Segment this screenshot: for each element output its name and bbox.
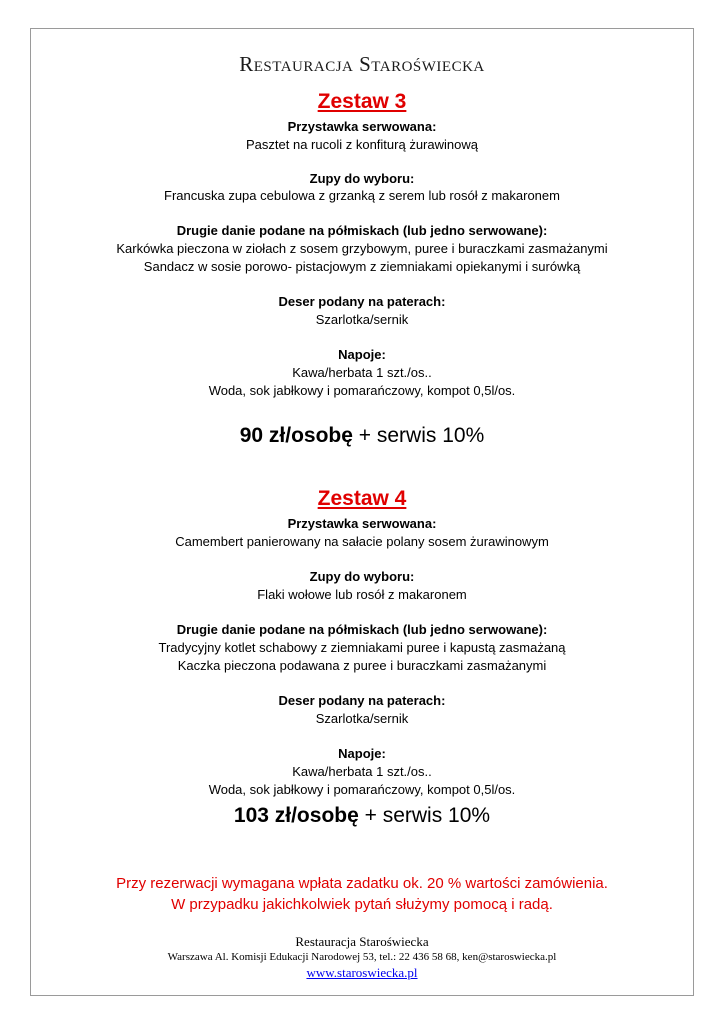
deposit-notice: Przy rezerwacji wymagana wpłata zadatku ok. 20 % wartości zamówienia.: [116, 875, 608, 892]
footer-address: Warszawa Al. Komisji Edukacji Narodowej 53, tel.: 22 436 58 68, ken@staroswiecka.pl: [167, 951, 557, 963]
set-4-service-fee: + serwis 10%: [358, 804, 491, 827]
set-4-title: Zestaw 4: [317, 487, 407, 510]
set-4-main-2: Kaczka pieczona podawana z puree i buraczkami zasmażanymi: [177, 658, 547, 673]
set-4-main-1: Tradycyjny kotlet schabowy z ziemniakami puree i kapustą zasmażaną: [158, 640, 566, 655]
set-4-soups: Flaki wołowe lub rosół z makaronem: [257, 587, 467, 602]
set-4-soups-heading: Zupy do wyboru:: [309, 569, 415, 584]
set-3-main-1: Karkówka pieczona w ziołach z sosem grzybowym, puree i buraczkami zasmażanymi: [116, 241, 608, 256]
set-3-dessert-heading: Deser podany na paterach:: [278, 294, 446, 309]
set-3-drink-2: Woda, sok jabłkowy i pomarańczowy, kompot 0,5l/os.: [208, 383, 516, 398]
restaurant-logo: Restauracja Staroświecka: [239, 52, 485, 76]
set-4-main-heading: Drugie danie podane na półmiskach (lub jedno serwowane):: [176, 622, 548, 637]
set-3-title: Zestaw 3: [317, 90, 407, 113]
footer-restaurant-name: Restauracja Staroświecka: [295, 934, 429, 949]
set-3-starter: Pasztet na rucoli z konfiturą żurawinową: [246, 137, 478, 152]
set-4-drinks-heading: Napoje:: [338, 746, 386, 761]
help-notice: W przypadku jakichkolwiek pytań służymy pomocą i radą.: [171, 896, 553, 913]
set-4-price-amount: 103 zł/osobę: [233, 804, 359, 827]
set-3-price-amount: 90 zł/osobę: [239, 424, 353, 447]
set-4-starter-heading: Przystawka serwowana:: [287, 516, 437, 531]
set-4-drink-1: Kawa/herbata 1 szt./os..: [292, 764, 432, 779]
set-3-soups: Francuska zupa cebulowa z grzanką z serem lub rosół z makaronem: [164, 188, 560, 203]
set-3-main-2: Sandacz w sosie porowo- pistacjowym z ziemniakami opiekanymi i surówką: [143, 259, 581, 274]
set-3-service-fee: + serwis 10%: [352, 424, 485, 447]
set-4-starter: Camembert panierowany na sałacie polany sosem żurawinowym: [175, 534, 549, 549]
set-3-soups-heading: Zupy do wyboru:: [309, 171, 415, 186]
set-4-price: [0, 804, 724, 828]
set-3-price: [0, 424, 724, 448]
set-4-dessert: Szarlotka/sernik: [315, 711, 409, 726]
set-3-main-heading: Drugie danie podane na półmiskach (lub jedno serwowane):: [176, 223, 548, 238]
set-4-dessert-heading: Deser podany na paterach:: [278, 693, 446, 708]
set-3-starter-heading: Przystawka serwowana:: [287, 119, 437, 134]
set-3-drink-1: Kawa/herbata 1 szt./os..: [292, 365, 432, 380]
set-4-drink-2: Woda, sok jabłkowy i pomarańczowy, kompot 0,5l/os.: [208, 782, 516, 797]
set-3-dessert: Szarlotka/sernik: [315, 312, 409, 327]
set-3-drinks-heading: Napoje:: [338, 347, 386, 362]
website-link[interactable]: www.staroswiecka.pl: [306, 965, 418, 980]
